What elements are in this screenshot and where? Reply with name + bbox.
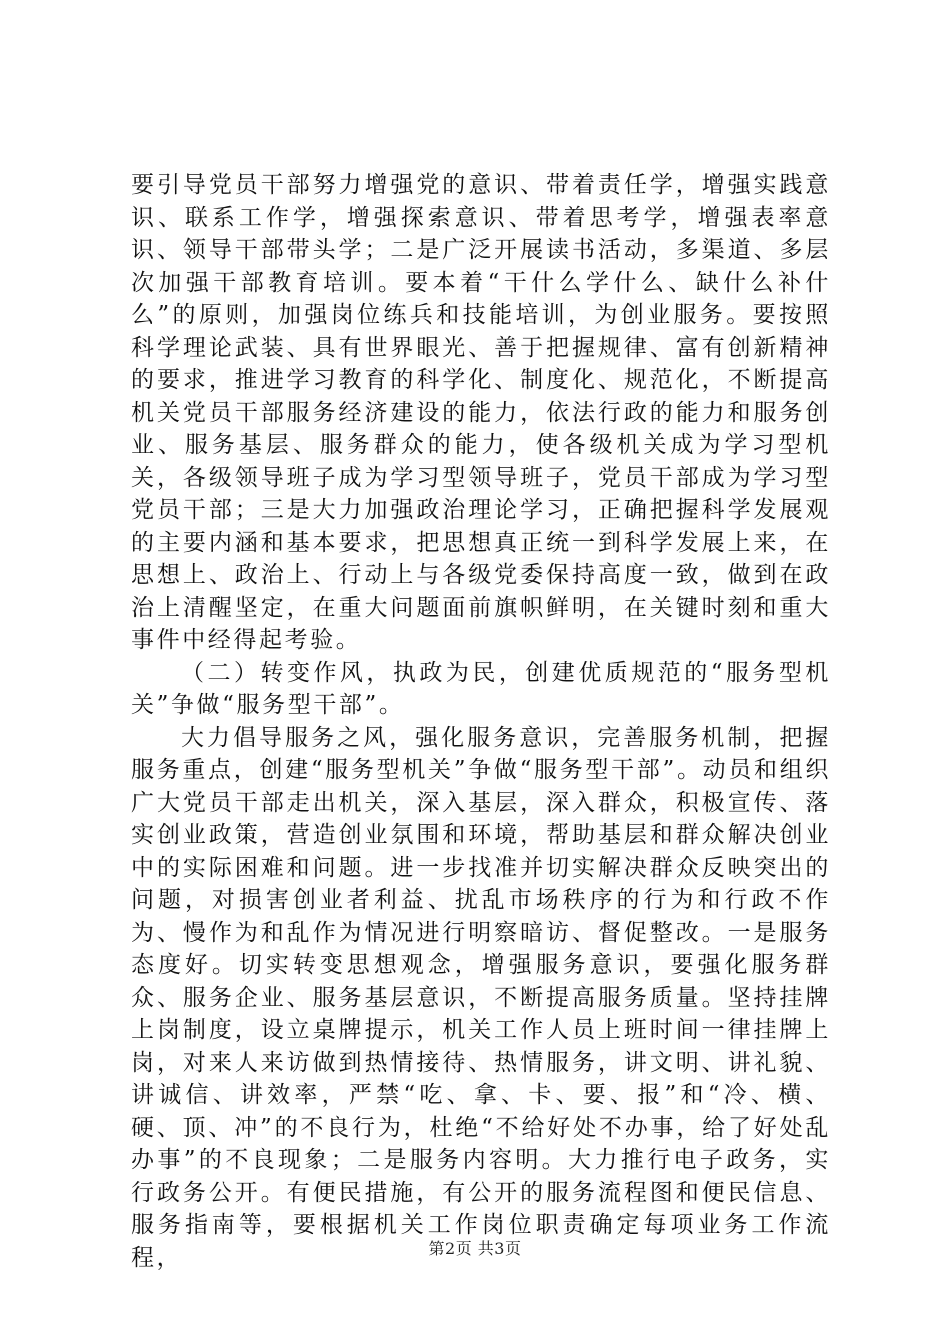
page-footer: 第2页 共3页 (428, 1239, 522, 1258)
section-heading: （二）转变作风，执政为民，创建优质规范的“服务型机关”争做“服务型干部”。 (131, 659, 831, 718)
document-body (131, 169, 831, 1274)
paragraph-continuation: 要引导党员干部努力增强党的意识、带着责任学，增强实践意识、联系工作学，增强探索意识、带着思考学，增强表率意识、领导干部带头学；二是广泛开展读书活动，多渠道、多层次加强干部教育培训。要本着“干什么学什么、缺什么补什么”的原则，加强岗位练兵和技能培训，为创业服务。要按照科学理论武装、具有世界眼光、善于把握规律、富有创新精神的要求，推进学习教育的科学化、制度化、规范化，不断提高机关党员干部服务经济建设的能力，依法行政的能力和服务创业、服务基层、服务群众的能力，使各级机关成为学习型机关，各级领导班子成为学习型领导班子，党员干部成为学习型党员干部；三是大力加强政治理论学习，正确把握科学发展观的主要内涵和基本要求，把思想真正统一到科学发展上来，在思想上、政治上、行动上与各级党委保持高度一致，做到在政治上清醒坚定，在重大问题面前旗帜鲜明，在关键时刻和重大事件中经得起考验。 (131, 172, 831, 653)
paragraph-service: 大力倡导服务之风，强化服务意识，完善服务机制，把握服务重点，创建“服务型机关”争做“服务型干部”。动员和组织广大党员干部走出机关，深入基层，深入群众，积极宣传、落实创业政策，营造创业氛围和环境，帮助基层和群众解决创业中的实际困难和问题。进一步找准并切实解决群众反映突出的问题，对损害创业者利益、扰乱市场秩序的行为和行政不作为、慢作为和乱作为情况进行明察暗访、督促整改。一是服务态度好。切实转变思想观念，增强服务意识，要强化服务群众、服务企业、服务基层意识，不断提高服务质量。坚持挂牌上岗制度，设立桌牌提示，机关工作人员上班时间一律挂牌上岗，对来人来访做到热情接待、热情服务，讲文明、讲礼貌、讲诚信、讲效率，严禁“吃、拿、卡、要、报”和“冷、横、硬、顶、冲”的不良行为，杜绝“不给好处不办事，给了好处乱办事”的不良现象；二是服务内容明。大力推行电子政务，实行政务公开。有便民措施，有公开的服务流程图和便民信息、服务指南等，要根据机关工作岗位职责确定每项业务工作流程， (131, 724, 831, 1271)
